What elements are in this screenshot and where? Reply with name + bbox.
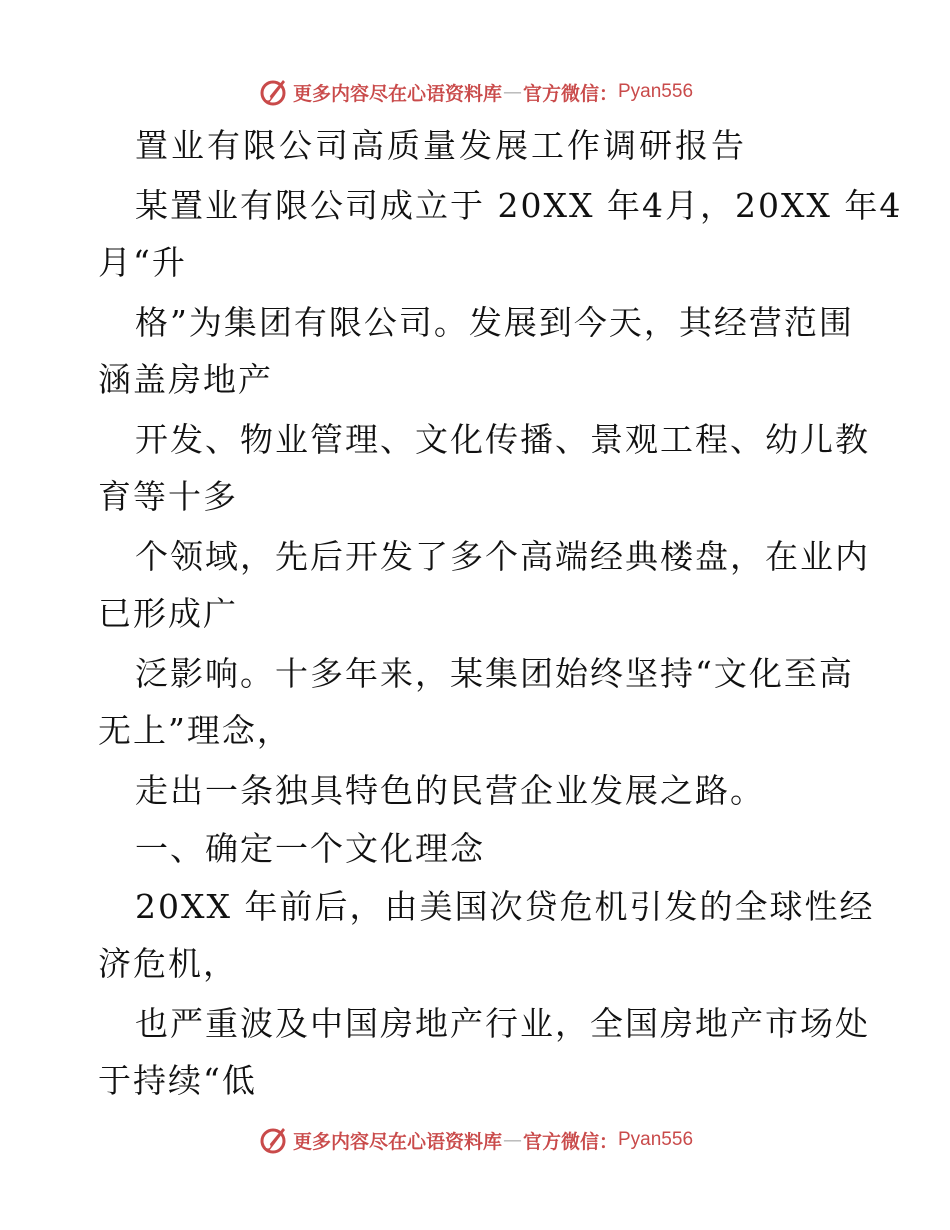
paragraph-line: 已形成广: [98, 594, 238, 633]
header-watermark-banner: [0, 72, 950, 112]
quill-seal-icon: [257, 76, 289, 108]
watermark-wechat-id: Pyan556: [618, 81, 694, 102]
paragraph-line: 育等十多: [98, 477, 238, 516]
watermark-separator: —: [502, 1129, 522, 1151]
paragraph-line: 个领域，先后开发了多个高端经典楼盘，在业内: [135, 537, 870, 576]
paragraph-line: 济危机，: [98, 944, 238, 983]
paragraph-line: 无上”理念，: [98, 711, 292, 750]
paragraph-line: 也严重波及中国房地产行业，全国房地产市场处: [135, 1004, 870, 1043]
watermark-wechat-id: Pyan556: [618, 1129, 694, 1150]
quill-seal-icon: [257, 1124, 289, 1156]
paragraph-line: 月“升: [98, 243, 187, 282]
watermark-separator: —: [502, 81, 522, 103]
paragraph-line: 走出一条独具特色的民营企业发展之路。: [135, 771, 765, 810]
section-heading: 一、确定一个文化理念: [135, 829, 485, 868]
watermark-wechat-label: 官方微信：: [522, 82, 618, 105]
paragraph-line: 格”为集团有限公司。发展到今天，其经营范围: [135, 303, 854, 342]
watermark-text: 更多内容尽在心语资料库: [292, 82, 502, 105]
watermark-wechat-label: 官方微信：: [522, 1130, 618, 1153]
paragraph-line: 20XX 年前后，由美国次贷危机引发的全球性经: [135, 887, 875, 926]
footer-watermark-banner: [0, 1120, 950, 1160]
paragraph-line: 某置业有限公司成立于 20XX 年4月，20XX 年4: [135, 186, 903, 225]
paragraph-line: 开发、物业管理、文化传播、景观工程、幼儿教: [135, 420, 870, 459]
paragraph-line: 泛影响。十多年来，某集团始终坚持“文化至高: [135, 654, 854, 693]
paragraph-line: 涵盖房地产: [98, 360, 273, 399]
watermark-text: 更多内容尽在心语资料库: [292, 1130, 502, 1153]
document-title: 置业有限公司高质量发展工作调研报告: [135, 126, 747, 165]
paragraph-line: 于持续“低: [98, 1061, 257, 1100]
